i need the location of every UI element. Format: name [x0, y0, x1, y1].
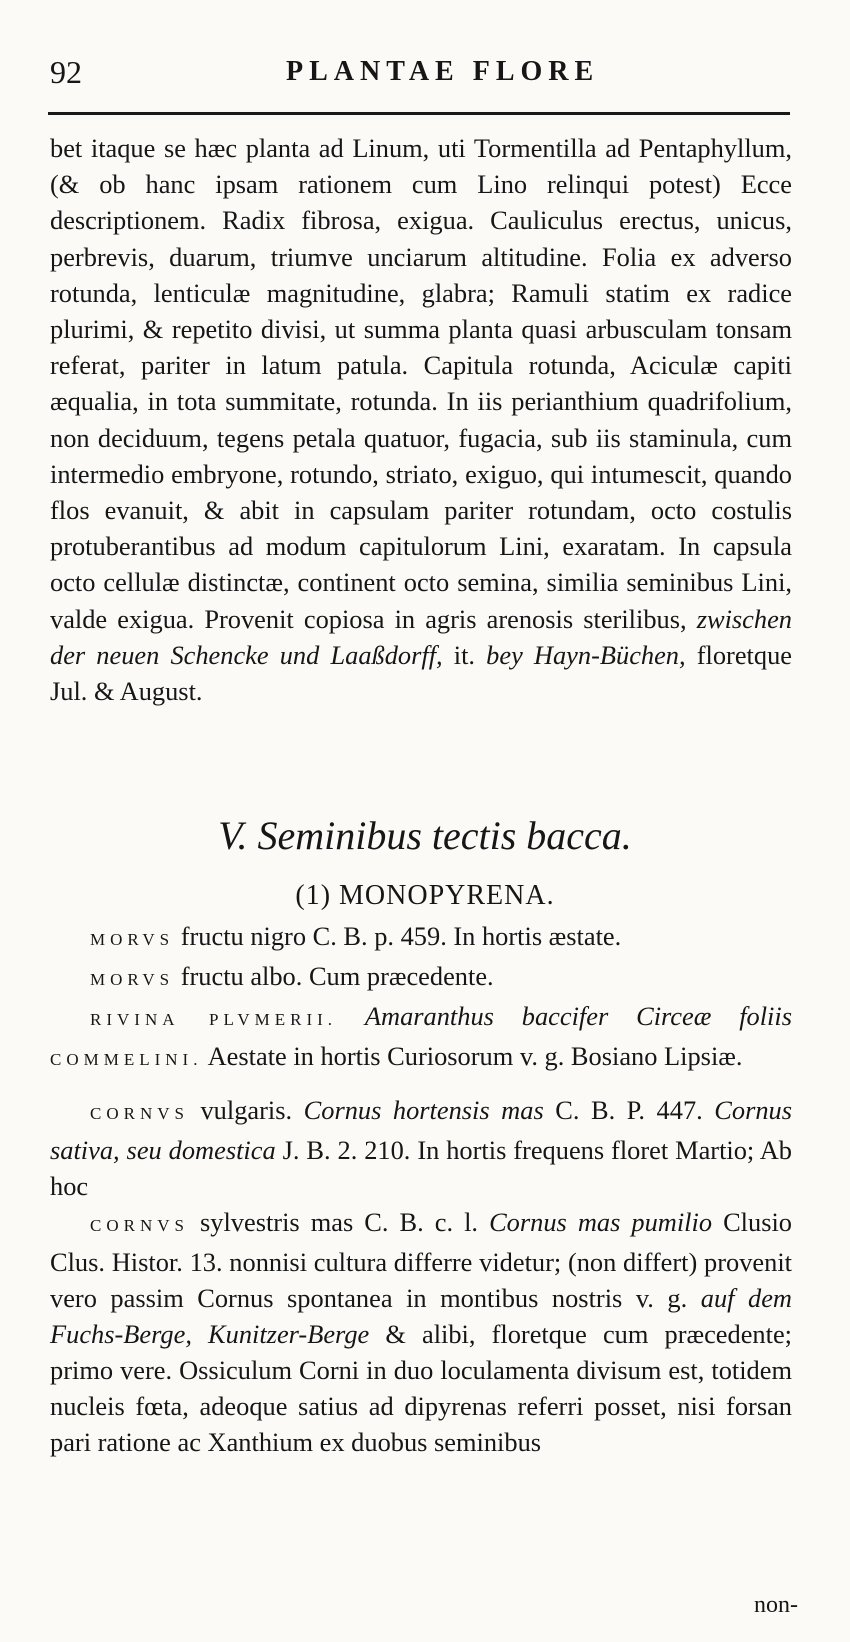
description-paragraph [50, 130, 792, 709]
entry-text: & alibi, floretque cum præcedente; primo vere. Ossiculum Corni in duo loculamenta divisum est, totidem nucleis fœta, adeoque satius ad dipyrenas referri posset, nisi forsan pari ratione ac Xanthium ex duobus seminibus [50, 1319, 792, 1457]
genus-name: CORNVS [90, 1216, 189, 1235]
entry-text: C. B. P. 447. [543, 1095, 715, 1125]
synonym-italic: Cornus hortensis mas [303, 1095, 544, 1125]
synonym-italic: Amaranthus baccifer Circeæ foliis [364, 1001, 792, 1031]
entry-morus-alba [50, 958, 792, 998]
description-connector: it. [442, 639, 487, 670]
catchword: non- [754, 1592, 798, 1618]
entry-morus-nigra [50, 918, 792, 958]
synonym-italic: Cornus sativa, seu domestica [50, 1095, 792, 1165]
header-rule [48, 112, 790, 115]
description-end: floretque Jul. & August. [50, 639, 792, 707]
locality-italic: zwischen der neuen Schencke und Laaßdorff, [50, 603, 792, 670]
locality-italic-2: bey Hayn-Büchen, [486, 639, 686, 670]
entry-cornus-vulgaris [50, 1092, 792, 1204]
entry-rivina [50, 998, 792, 1078]
running-head [48, 52, 790, 96]
genus-name: RIVINA PLVMERII. [90, 1010, 338, 1029]
entry-cornus-sylvestris [50, 1204, 792, 1460]
genus-name: MORVS [90, 930, 175, 949]
entry-text: Aestate in hortis Curiosorum v. g. Bosiano Lipsiæ. [202, 1041, 743, 1071]
synonym-italic: Cornus mas pumilio [489, 1207, 713, 1237]
subsection-heading: (1) MONOPYRENA. [295, 880, 555, 911]
author-name: COMMELINI. [50, 1050, 203, 1069]
locality-italic: auf dem Fuchs-Berge, Kunitzer-Berge [50, 1283, 792, 1349]
entry-text: Clusio Clus. Histor. 13. nonnisi cultura differre videtur; (non differt) provenit vero passim Cornus spontanea in montibus nostris v. g. [50, 1207, 792, 1313]
entry-text: fructu nigro C. B. p. 459. In hortis æstate. [174, 921, 622, 951]
description-text: bet itaque se hæc planta ad Linum, uti Tormentilla ad Pentaphyllum, (& ob hanc ipsam rationem cum Lino relinqui potest) Ecce descriptionem. Radix fibrosa, exigua. Cauliculus erectus, unicus, perbrevis, duarum, triumve unciarum altitudine. Folia ex adverso rotunda, lenticulæ magnitudine, glabra; Ramuli statim ex radice plurimi, & repetito divisi, ut summa planta quasi arbusculam tonsam referat, pariter in latum patula. Capitula rotunda, Aciculæ capiti æqualia, in tota summitate, rotunda. In iis perianthium quadrifolium, non deciduum, tegens petala quatuor, fugacia, sub iis staminula, cum intermedio embryone, rotundo, striato, exiguo, qui intumescit, quando flos evanuit, & abit in capsulam pariter rotundam, octo costulis protuberantibus ad modum capitulorum Lini, exaratam. In capsula octo cellulæ distinctæ, continent octo semina, similia seminibus Lini, valde exigua. Provenit copiosa in agris arenosis sterilibus, [50, 133, 792, 634]
page-number: 92 [50, 54, 82, 90]
genus-name: MORVS [90, 970, 175, 989]
entry-text: fructu albo. Cum præcedente. [174, 961, 494, 991]
species-entries [50, 918, 792, 1460]
genus-name: CORNVS [90, 1104, 189, 1123]
entry-text: J. B. 2. 210. In hortis frequens floret Martio; Ab hoc [50, 1135, 792, 1201]
entry-text: sylvestris mas C. B. c. l. [188, 1207, 490, 1237]
section-heading: V. Seminibus tectis bacca. [218, 813, 632, 858]
running-title: PLANTAE FLORE [286, 56, 600, 87]
entry-text: vulgaris. [188, 1095, 304, 1125]
